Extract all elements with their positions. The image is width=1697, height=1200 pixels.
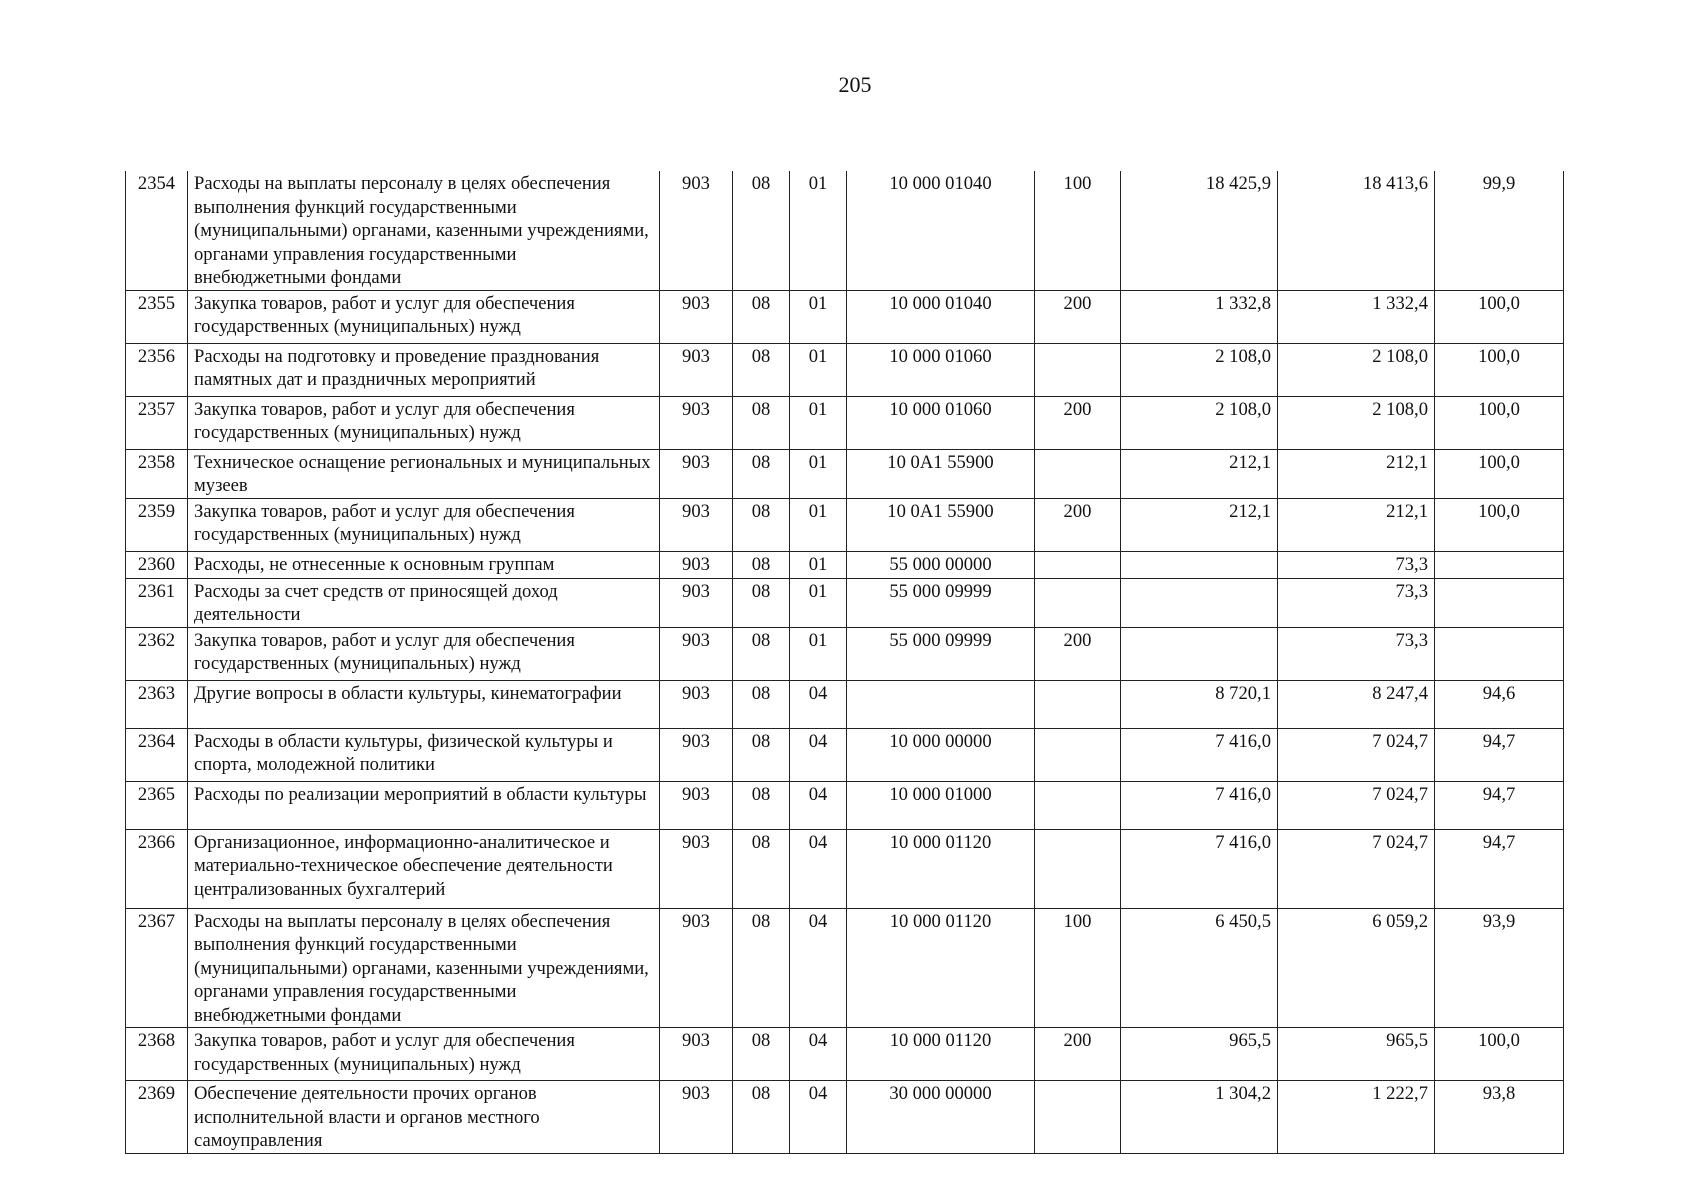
target-article-code: 10 000 01060 <box>847 343 1035 396</box>
actual-amount: 7 024,7 <box>1278 829 1435 908</box>
page-number: 205 <box>838 72 872 97</box>
row-number: 2367 <box>126 908 188 1028</box>
table-row <box>126 627 1564 680</box>
execution-percent: 100,0 <box>1435 290 1564 343</box>
expense-type-code <box>1035 1081 1121 1154</box>
subsection-code: 01 <box>790 551 847 578</box>
subsection-code: 01 <box>790 449 847 498</box>
target-article-code: 55 000 09999 <box>847 627 1035 680</box>
expense-name: Расходы за счет средств от приносящей доход деятельности <box>188 578 660 627</box>
planned-amount: 7 416,0 <box>1121 781 1278 829</box>
expense-type-code: 200 <box>1035 1028 1121 1081</box>
execution-percent: 93,9 <box>1435 908 1564 1028</box>
grbs-code: 903 <box>660 781 733 829</box>
actual-amount: 18 413,6 <box>1278 171 1435 290</box>
section-code: 08 <box>733 551 790 578</box>
subsection-code: 01 <box>790 627 847 680</box>
section-code: 08 <box>733 908 790 1028</box>
execution-percent: 94,7 <box>1435 829 1564 908</box>
row-number: 2355 <box>126 290 188 343</box>
grbs-code: 903 <box>660 498 733 551</box>
expense-name: Расходы, не отнесенные к основным группам <box>188 551 660 578</box>
row-number: 2363 <box>126 680 188 728</box>
planned-amount: 18 425,9 <box>1121 171 1278 290</box>
execution-percent: 100,0 <box>1435 396 1564 449</box>
expense-type-code: 200 <box>1035 290 1121 343</box>
section-code: 08 <box>733 627 790 680</box>
expense-type-code: 100 <box>1035 908 1121 1028</box>
expense-name: Другие вопросы в области культуры, кинематографии <box>188 680 660 728</box>
execution-percent: 93,8 <box>1435 1081 1564 1154</box>
table-row <box>126 396 1564 449</box>
section-code: 08 <box>733 680 790 728</box>
table-row <box>126 578 1564 627</box>
section-code: 08 <box>733 1081 790 1154</box>
expense-name: Закупка товаров, работ и услуг для обеспечения государственных (муниципальных) нужд <box>188 1028 660 1081</box>
row-number: 2360 <box>126 551 188 578</box>
grbs-code: 903 <box>660 396 733 449</box>
grbs-code: 903 <box>660 343 733 396</box>
planned-amount <box>1121 627 1278 680</box>
grbs-code: 903 <box>660 908 733 1028</box>
planned-amount: 212,1 <box>1121 449 1278 498</box>
actual-amount: 73,3 <box>1278 551 1435 578</box>
row-number: 2366 <box>126 829 188 908</box>
subsection-code: 04 <box>790 1028 847 1081</box>
expense-type-code <box>1035 578 1121 627</box>
execution-percent: 100,0 <box>1435 449 1564 498</box>
planned-amount: 1 304,2 <box>1121 1081 1278 1154</box>
row-number: 2356 <box>126 343 188 396</box>
target-article-code: 10 000 01120 <box>847 1028 1035 1081</box>
subsection-code: 01 <box>790 290 847 343</box>
grbs-code: 903 <box>660 290 733 343</box>
planned-amount: 212,1 <box>1121 498 1278 551</box>
grbs-code: 903 <box>660 449 733 498</box>
table-row <box>126 829 1564 908</box>
table-row <box>126 498 1564 551</box>
actual-amount: 73,3 <box>1278 627 1435 680</box>
table-row <box>126 680 1564 728</box>
table-row <box>126 449 1564 498</box>
actual-amount: 2 108,0 <box>1278 396 1435 449</box>
subsection-code: 01 <box>790 171 847 290</box>
target-article-code: 10 000 01040 <box>847 171 1035 290</box>
actual-amount: 7 024,7 <box>1278 728 1435 781</box>
section-code: 08 <box>733 578 790 627</box>
execution-percent: 94,7 <box>1435 781 1564 829</box>
subsection-code: 04 <box>790 781 847 829</box>
grbs-code: 903 <box>660 171 733 290</box>
subsection-code: 01 <box>790 396 847 449</box>
execution-percent: 99,9 <box>1435 171 1564 290</box>
actual-amount: 212,1 <box>1278 449 1435 498</box>
section-code: 08 <box>733 343 790 396</box>
grbs-code: 903 <box>660 728 733 781</box>
planned-amount <box>1121 578 1278 627</box>
row-number: 2365 <box>126 781 188 829</box>
execution-percent: 100,0 <box>1435 1028 1564 1081</box>
expense-type-code: 200 <box>1035 396 1121 449</box>
planned-amount: 2 108,0 <box>1121 343 1278 396</box>
execution-percent <box>1435 578 1564 627</box>
table-row <box>126 908 1564 1028</box>
target-article-code: 10 000 01000 <box>847 781 1035 829</box>
expense-type-code: 100 <box>1035 171 1121 290</box>
table-row <box>126 290 1564 343</box>
row-number: 2364 <box>126 728 188 781</box>
table-row <box>126 1028 1564 1081</box>
table-row <box>126 1081 1564 1154</box>
row-number: 2368 <box>126 1028 188 1081</box>
section-code: 08 <box>733 1028 790 1081</box>
actual-amount: 965,5 <box>1278 1028 1435 1081</box>
section-code: 08 <box>733 781 790 829</box>
grbs-code: 903 <box>660 1081 733 1154</box>
expense-type-code <box>1035 680 1121 728</box>
row-number: 2354 <box>126 171 188 290</box>
execution-percent: 94,6 <box>1435 680 1564 728</box>
grbs-code: 903 <box>660 1028 733 1081</box>
section-code: 08 <box>733 829 790 908</box>
row-number: 2369 <box>126 1081 188 1154</box>
expense-type-code <box>1035 829 1121 908</box>
execution-percent <box>1435 627 1564 680</box>
target-article-code: 55 000 09999 <box>847 578 1035 627</box>
expense-name: Расходы по реализации мероприятий в области культуры <box>188 781 660 829</box>
subsection-code: 04 <box>790 728 847 781</box>
expense-name: Обеспечение деятельности прочих органов исполнительной власти и органов местного самоуправления <box>188 1081 660 1154</box>
expense-type-code: 200 <box>1035 627 1121 680</box>
target-article-code: 10 000 00000 <box>847 728 1035 781</box>
planned-amount: 6 450,5 <box>1121 908 1278 1028</box>
expense-name: Расходы на выплаты персоналу в целях обеспечения выполнения функций государственными (муниципальными) органами, казенными учреждениями, органами управления государственными внебюджетными фондами <box>188 171 660 290</box>
execution-percent: 100,0 <box>1435 498 1564 551</box>
actual-amount: 73,3 <box>1278 578 1435 627</box>
expense-name: Расходы в области культуры, физической культуры и спорта, молодежной политики <box>188 728 660 781</box>
expense-name: Техническое оснащение региональных и муниципальных музеев <box>188 449 660 498</box>
section-code: 08 <box>733 396 790 449</box>
section-code: 08 <box>733 728 790 781</box>
row-number: 2357 <box>126 396 188 449</box>
target-article-code: 10 000 01040 <box>847 290 1035 343</box>
target-article-code: 10 000 01060 <box>847 396 1035 449</box>
execution-percent: 94,7 <box>1435 728 1564 781</box>
subsection-code: 04 <box>790 908 847 1028</box>
subsection-code: 04 <box>790 829 847 908</box>
subsection-code: 04 <box>790 680 847 728</box>
actual-amount: 7 024,7 <box>1278 781 1435 829</box>
execution-percent <box>1435 551 1564 578</box>
section-code: 08 <box>733 290 790 343</box>
planned-amount <box>1121 551 1278 578</box>
expense-type-code: 200 <box>1035 498 1121 551</box>
grbs-code: 903 <box>660 551 733 578</box>
planned-amount: 965,5 <box>1121 1028 1278 1081</box>
expense-name: Закупка товаров, работ и услуг для обеспечения государственных (муниципальных) нужд <box>188 498 660 551</box>
expense-name: Расходы на подготовку и проведение празднования памятных дат и праздничных мероприятий <box>188 343 660 396</box>
expense-name: Закупка товаров, работ и услуг для обеспечения государственных (муниципальных) нужд <box>188 290 660 343</box>
expense-type-code <box>1035 781 1121 829</box>
target-article-code: 30 000 00000 <box>847 1081 1035 1154</box>
grbs-code: 903 <box>660 829 733 908</box>
actual-amount: 2 108,0 <box>1278 343 1435 396</box>
expense-name: Закупка товаров, работ и услуг для обеспечения государственных (муниципальных) нужд <box>188 627 660 680</box>
table-row <box>126 781 1564 829</box>
subsection-code: 01 <box>790 498 847 551</box>
target-article-code: 10 000 01120 <box>847 908 1035 1028</box>
table-row <box>126 551 1564 578</box>
actual-amount: 8 247,4 <box>1278 680 1435 728</box>
expense-type-code <box>1035 728 1121 781</box>
grbs-code: 903 <box>660 627 733 680</box>
planned-amount: 8 720,1 <box>1121 680 1278 728</box>
budget-table <box>125 171 1564 1154</box>
expense-name: Организационное, информационно-аналитическое и материально-техническое обеспечение деятельности централизованных бухгалтерий <box>188 829 660 908</box>
target-article-code: 10 0А1 55900 <box>847 449 1035 498</box>
row-number: 2358 <box>126 449 188 498</box>
target-article-code: 10 000 01120 <box>847 829 1035 908</box>
section-code: 08 <box>733 498 790 551</box>
expense-type-code <box>1035 551 1121 578</box>
section-code: 08 <box>733 449 790 498</box>
planned-amount: 7 416,0 <box>1121 728 1278 781</box>
expense-name: Расходы на выплаты персоналу в целях обеспечения выполнения функций государственными (муниципальными) органами, казенными учреждениями, органами управления государственными внебюджетными фондами <box>188 908 660 1028</box>
grbs-code: 903 <box>660 680 733 728</box>
planned-amount: 1 332,8 <box>1121 290 1278 343</box>
grbs-code: 903 <box>660 578 733 627</box>
target-article-code: 55 000 00000 <box>847 551 1035 578</box>
section-code: 08 <box>733 171 790 290</box>
row-number: 2362 <box>126 627 188 680</box>
actual-amount: 212,1 <box>1278 498 1435 551</box>
planned-amount: 7 416,0 <box>1121 829 1278 908</box>
subsection-code: 04 <box>790 1081 847 1154</box>
table-row <box>126 343 1564 396</box>
actual-amount: 6 059,2 <box>1278 908 1435 1028</box>
table-row <box>126 728 1564 781</box>
target-article-code: 10 0А1 55900 <box>847 498 1035 551</box>
actual-amount: 1 222,7 <box>1278 1081 1435 1154</box>
row-number: 2359 <box>126 498 188 551</box>
target-article-code <box>847 680 1035 728</box>
table-row <box>126 171 1564 290</box>
expense-name: Закупка товаров, работ и услуг для обеспечения государственных (муниципальных) нужд <box>188 396 660 449</box>
expense-type-code <box>1035 343 1121 396</box>
subsection-code: 01 <box>790 578 847 627</box>
planned-amount: 2 108,0 <box>1121 396 1278 449</box>
row-number: 2361 <box>126 578 188 627</box>
expense-type-code <box>1035 449 1121 498</box>
actual-amount: 1 332,4 <box>1278 290 1435 343</box>
subsection-code: 01 <box>790 343 847 396</box>
execution-percent: 100,0 <box>1435 343 1564 396</box>
